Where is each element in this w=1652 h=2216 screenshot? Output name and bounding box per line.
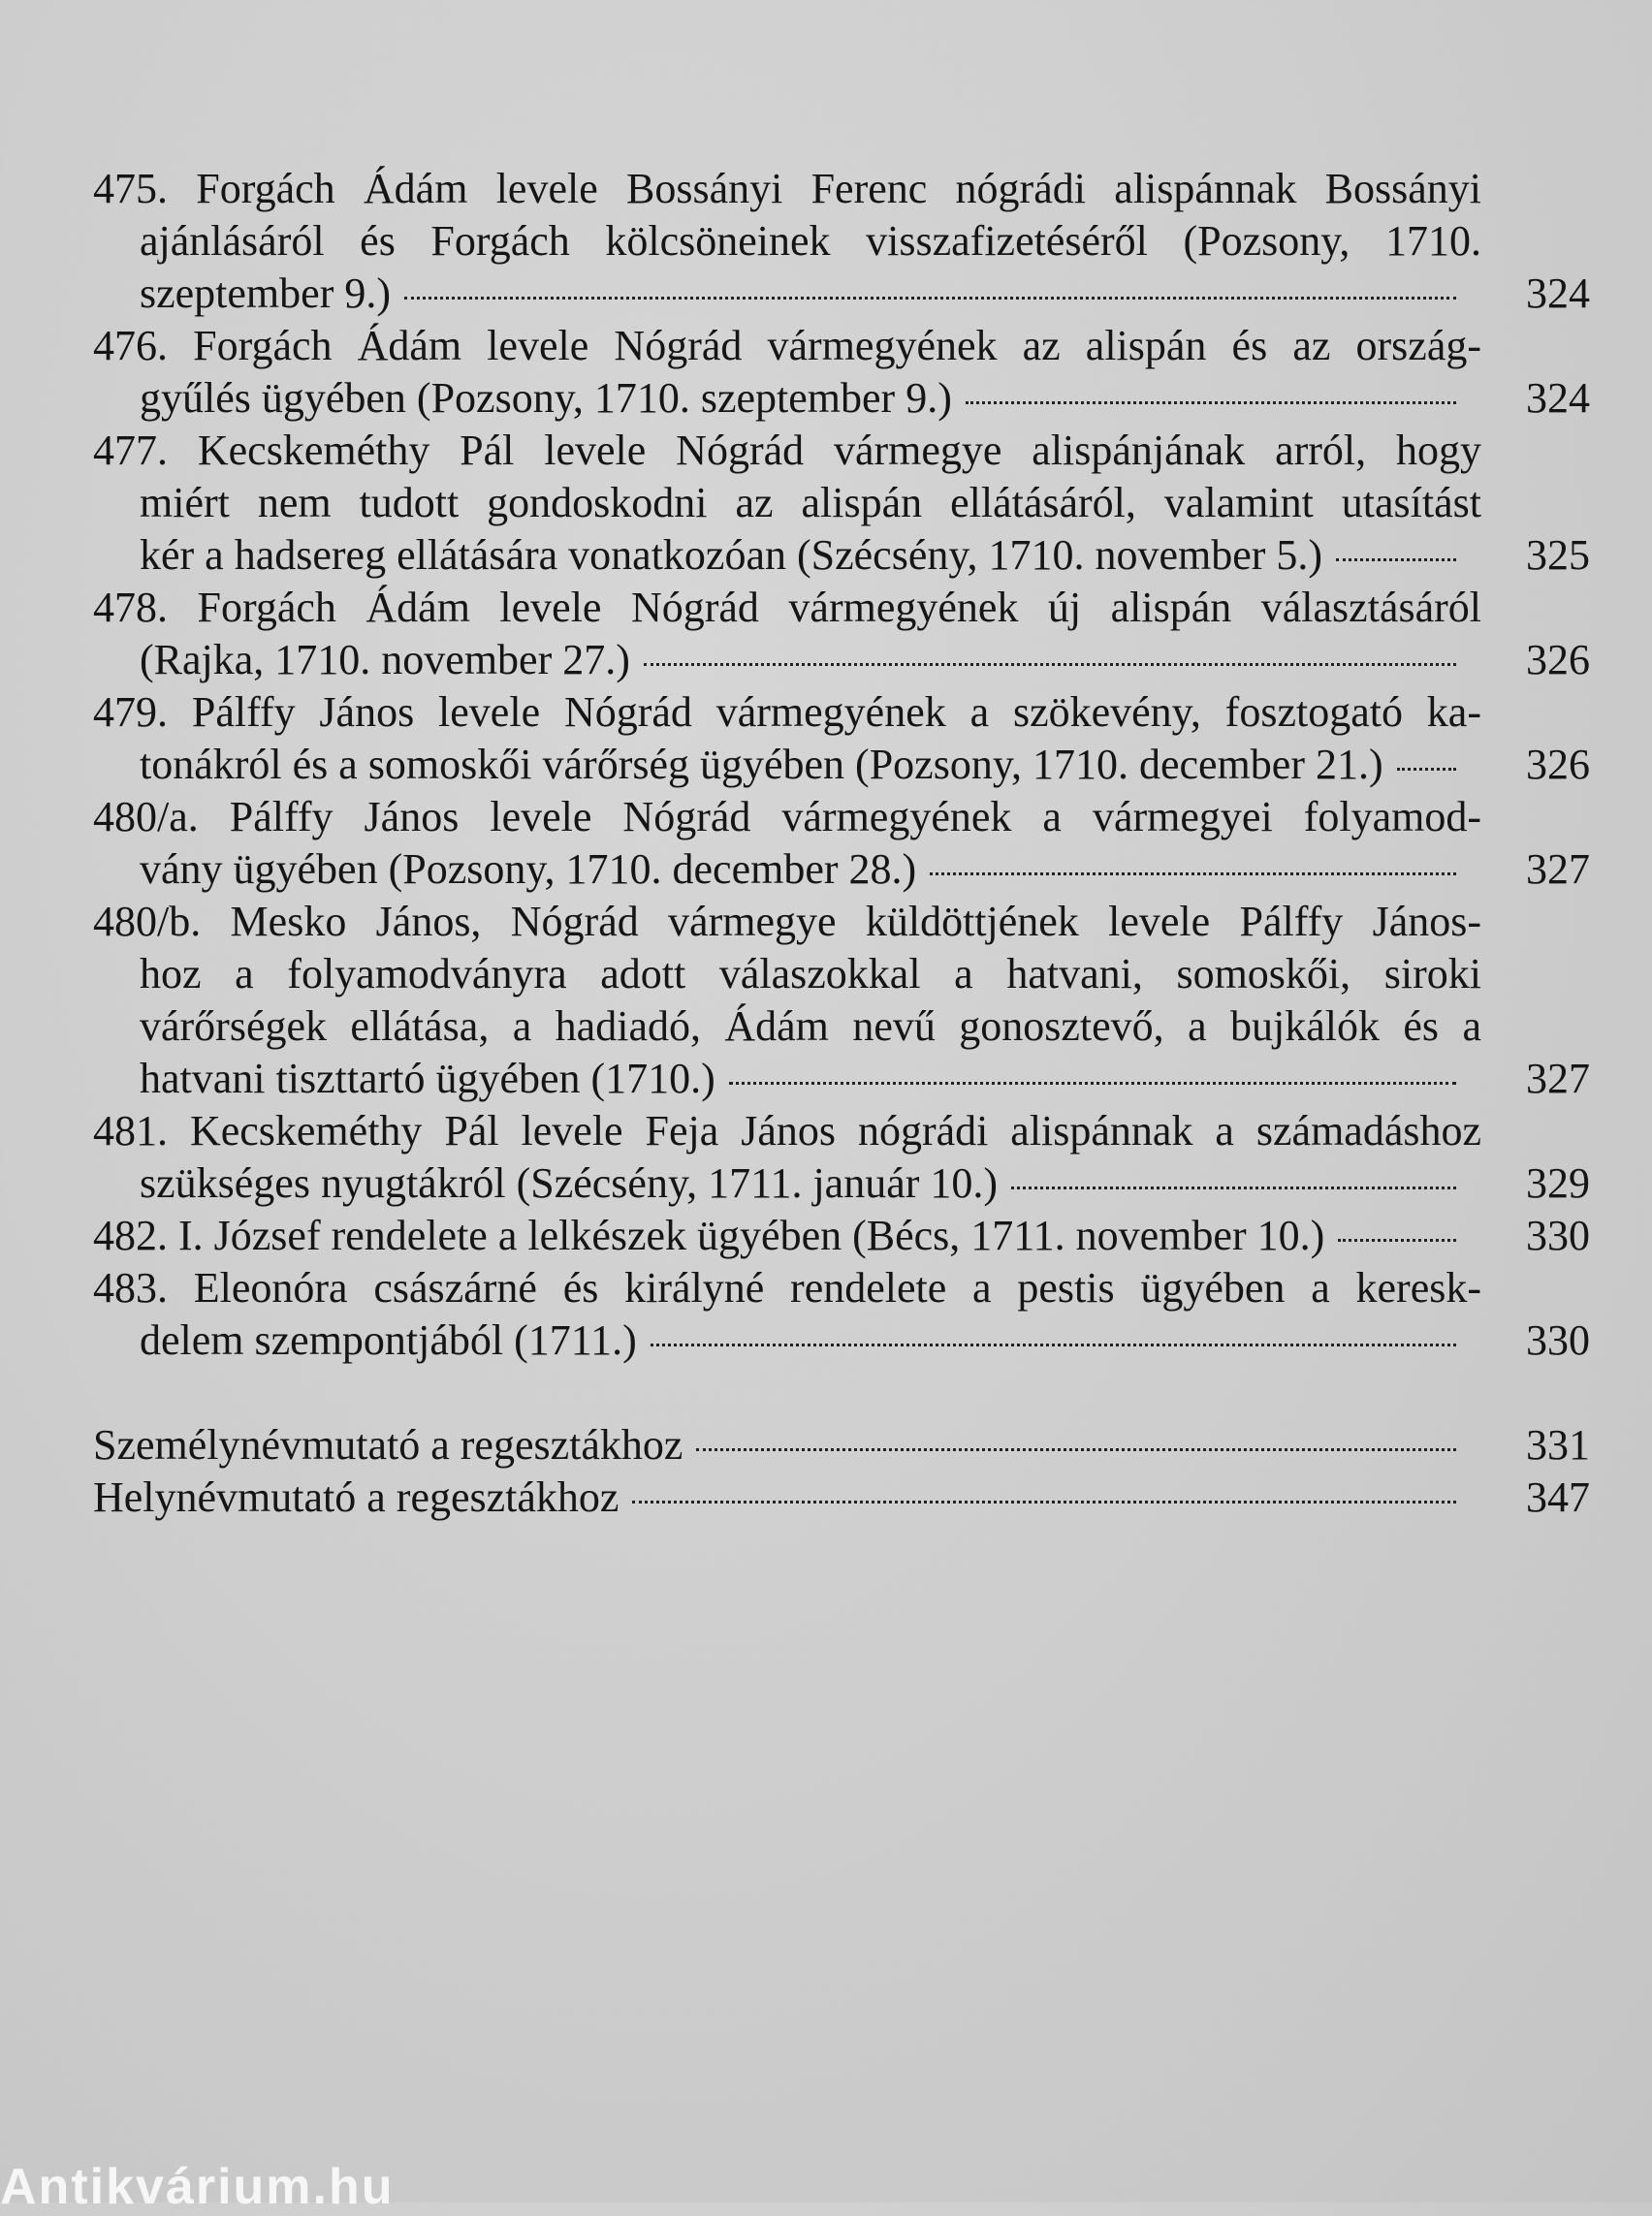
toc-entry xyxy=(93,320,1590,425)
toc-entry-text: hatvani tiszttartó ügyében (1710.) xyxy=(140,1055,715,1102)
page-number: 330 xyxy=(1526,1212,1590,1259)
toc-entry-line: 478. Forgách Ádám levele Nógrád vármegyének új alispán választásáról xyxy=(93,584,1481,631)
page-number: 347 xyxy=(1526,1473,1590,1521)
toc-entry xyxy=(93,425,1590,582)
toc-entry-last-line xyxy=(93,268,1590,320)
toc-entry xyxy=(93,686,1590,791)
watermark: Antikvárium.hu xyxy=(0,2159,395,2215)
toc-entry-text: vány ügyében (Pozsony, 1710. december 28.) xyxy=(140,845,917,893)
toc-entry-line: 481. Kecskeméthy Pál levele Feja János nógrádi alispánnak a számadáshoz xyxy=(93,1107,1481,1155)
dot-leader xyxy=(696,1448,1456,1451)
page-number: 327 xyxy=(1526,845,1590,893)
toc-entry-text: (Rajka, 1710. november 27.) xyxy=(140,636,630,683)
page-number: 329 xyxy=(1526,1159,1590,1207)
toc-entry-line: 479. Pálffy János levele Nógrád vármegyének a szökevény, fosztogató ka- xyxy=(93,688,1481,736)
dot-leader xyxy=(1011,1187,1456,1189)
index-entry-line xyxy=(93,1472,1590,1524)
dot-leader xyxy=(644,663,1456,666)
dot-leader xyxy=(1338,1239,1456,1242)
page-number: 330 xyxy=(1526,1316,1590,1364)
toc-entry-line: 476. Forgách Ádám levele Nógrád vármegyének az alispán és az ország- xyxy=(93,322,1481,369)
toc-entry-text: delem szempontjából (1711.) xyxy=(140,1316,637,1364)
toc-entry-line: ajánlásáról és Forgách kölcsöneinek visszafizetéséről (Pozsony, 1710. xyxy=(140,217,1481,265)
toc-entry xyxy=(93,896,1590,1105)
toc-entry-last-line xyxy=(93,372,1590,425)
toc-entry-text: szeptember 9.) xyxy=(140,269,391,317)
toc-entry-last-line xyxy=(93,1053,1590,1105)
page-number: 324 xyxy=(1526,269,1590,317)
page-number: 331 xyxy=(1526,1421,1590,1469)
page-number: 326 xyxy=(1526,741,1590,788)
toc-entry-text: szükséges nyugtákról (Szécsény, 1711. január 10.) xyxy=(140,1159,999,1207)
index-entry xyxy=(93,1419,1590,1472)
toc-entry-text: kér a hadsereg ellátására vonatkozóan (Szécsény, 1710. november 5.) xyxy=(140,531,1323,579)
toc-entry-line: 480/b. Mesko János, Nógrád vármegye küldöttjének levele Pálffy János- xyxy=(93,898,1481,945)
toc-entry xyxy=(93,1105,1590,1210)
toc-entry-last-line xyxy=(93,529,1590,582)
page-number: 327 xyxy=(1526,1055,1590,1102)
index-entry xyxy=(93,1472,1590,1524)
toc-entry xyxy=(93,582,1590,686)
toc-entry-line: 477. Kecskeméthy Pál levele Nógrád vármegye alispánjának arról, hogy xyxy=(93,427,1481,474)
page-number: 324 xyxy=(1526,374,1590,422)
index-entry-label: Helynévmutató a regesztákhoz xyxy=(93,1473,620,1521)
table-of-contents xyxy=(93,163,1590,1524)
toc-entry-last-line xyxy=(93,1157,1590,1210)
toc-entry xyxy=(93,1210,1590,1262)
index-entry-line xyxy=(93,1419,1590,1472)
dot-leader xyxy=(1336,558,1456,561)
toc-entry-last-line xyxy=(93,1314,1590,1367)
page-number: 326 xyxy=(1526,636,1590,683)
toc-entry-line: hoz a folyamodványra adott válaszokkal a hatvani, somoskői, siroki xyxy=(140,950,1481,997)
toc-entry-line: 475. Forgách Ádám levele Bossányi Ferenc nógrádi alispánnak Bossányi xyxy=(93,165,1481,212)
toc-entry xyxy=(93,163,1590,320)
index-section xyxy=(93,1419,1590,1524)
toc-entry-text: tonákról és a somoskői várőrség ügyében (Pozsony, 1710. december 21.) xyxy=(140,741,1383,788)
toc-entry xyxy=(93,1262,1590,1367)
toc-entry-line: várőrségek ellátása, a hadiadó, Ádám nevű gonosztevő, a bujkálók és a xyxy=(140,1002,1481,1050)
page-number: 325 xyxy=(1526,531,1590,579)
toc-entry-text: 482. I. József rendelete a lelkészek ügyében (Bécs, 1711. november 10.) xyxy=(93,1212,1325,1259)
dot-leader xyxy=(404,297,1456,300)
dot-leader xyxy=(966,401,1456,404)
toc-entry-line: 480/a. Pálffy János levele Nógrád vármegyének a vármegyei folyamod- xyxy=(93,793,1481,840)
toc-entry-text: gyűlés ügyében (Pozsony, 1710. szeptember 9.) xyxy=(140,374,952,422)
toc-entry xyxy=(93,791,1590,896)
toc-entry-line: 483. Eleonóra császárné és királyné rendelete a pestis ügyében a keresk- xyxy=(93,1264,1481,1312)
dot-leader xyxy=(1397,768,1456,771)
toc-entry-last-line xyxy=(93,1210,1590,1262)
toc-entry-last-line xyxy=(93,634,1590,686)
dot-leader xyxy=(729,1082,1456,1085)
dot-leader xyxy=(632,1501,1456,1504)
toc-entry-line: miért nem tudott gondoskodni az alispán ellátásáról, valamint utasítást xyxy=(140,479,1481,526)
index-entry-label: Személynévmutató a regesztákhoz xyxy=(93,1421,683,1469)
toc-entry-last-line xyxy=(93,739,1590,791)
toc-entry-last-line xyxy=(93,843,1590,896)
dot-leader xyxy=(651,1344,1456,1346)
dot-leader xyxy=(930,872,1456,875)
